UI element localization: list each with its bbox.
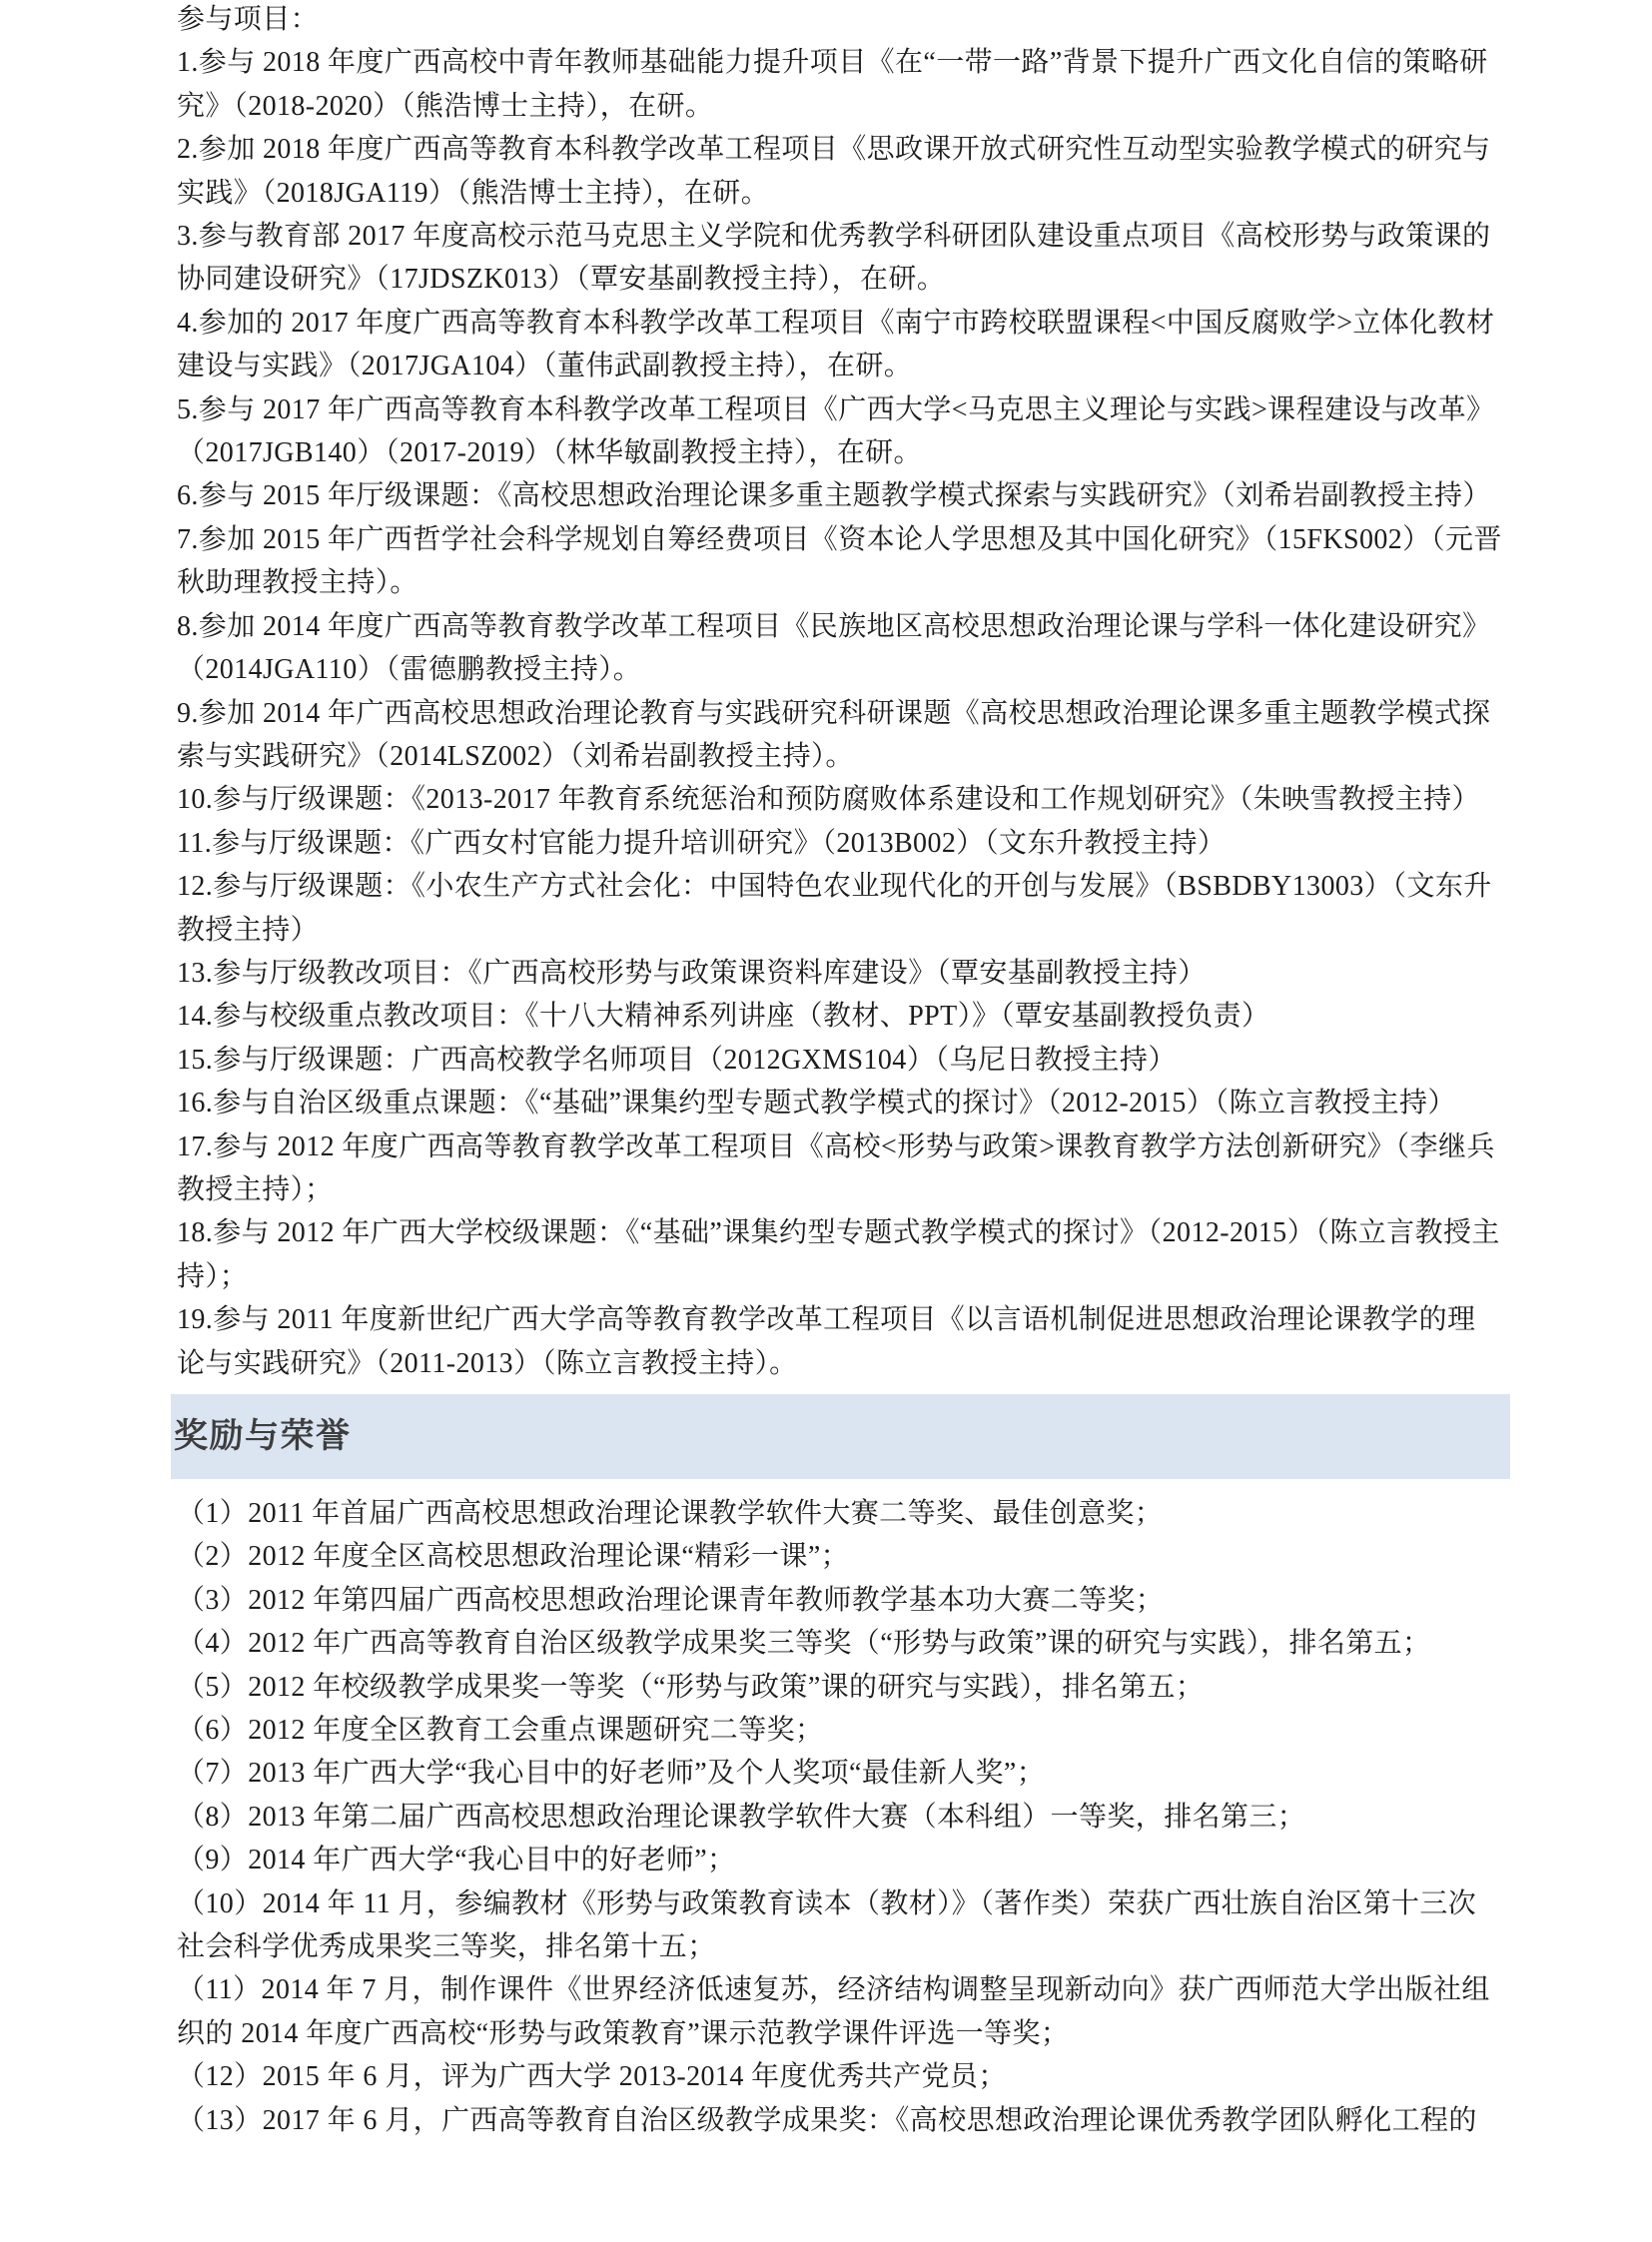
project-item: 18.参与 2012 年广西大学校级课题：《“基础”课集约型专题式教学模式的探讨》（2012-2015）（陈立言教授主持）； xyxy=(177,1217,1500,1292)
award-item: （9）2014 年广西大学“我心目中的好老师”； xyxy=(177,1845,736,1876)
project-item: 13.参与厅级教改项目：《广西高校形势与政策课资料库建设》（覃安基副教授主持） xyxy=(177,957,1207,989)
project-item: 11.参与厅级课题：《广西女村官能力提升培训研究》（2013B002）（文东升教授主持） xyxy=(177,827,1227,859)
award-item: （4）2012 年广西高等教育自治区级教学成果奖三等奖（“形势与政策”课的研究与实践），排名第五； xyxy=(177,1628,1431,1660)
project-item: 9.参加 2014 年广西高校思想政治理论教育与实践研究科研课题《高校思想政治理论课多重主题教学模式探索与实践研究》（2014LSZ002）（刘希岩副教授主持）。 xyxy=(177,697,1491,772)
awards-section-header xyxy=(171,1394,1510,1479)
project-item: 4.参加的 2017 年度广西高等教育本科教学改革工程项目《南宁市跨校联盟课程<中国反腐败学>立体化教材建设与实践》（2017JGA104）（董伟武副教授主持），在研。 xyxy=(177,307,1495,382)
award-item: （13）2017 年 6 月，广西高等教育自治区级教学成果奖：《高校思想政治理论课优秀教学团队孵化工程的 xyxy=(177,2104,1477,2136)
projects-heading: 参与项目： xyxy=(177,4,320,35)
awards-list xyxy=(177,1492,1503,2142)
project-item: 2.参加 2018 年度广西高等教育本科教学改革工程项目《思政课开放式研究性互动型实验教学模式的研究与实践》（2018JGA119）（熊浩博士主持），在研。 xyxy=(177,134,1491,209)
project-item: 14.参与校级重点教改项目：《十八大精神系列讲座（教材、PPT）》（覃安基副教授负责） xyxy=(177,1001,1270,1033)
award-item: （3）2012 年第四届广西高校思想政治理论课青年教师教学基本功大赛二等奖； xyxy=(177,1584,1165,1616)
project-item: 12.参与厅级课题：《小农生产方式社会化：中国特色农业现代化的开创与发展》（BSBDBY13003）（文东升教授主持） xyxy=(177,871,1492,946)
award-item: （8）2013 年第二届广西高校思想政治理论课教学软件大赛（本科组）一等奖，排名第三； xyxy=(177,1801,1306,1833)
award-item: （6）2012 年度全区教育工会重点课题研究二等奖； xyxy=(177,1715,824,1747)
project-item: 6.参与 2015 年厅级课题：《高校思想政治理论课多重主题教学模式探索与实践研究》（刘希岩副教授主持） xyxy=(177,480,1491,512)
project-item: 3.参与教育部 2017 年度高校示范马克思主义学院和优秀教学科研团队建设重点项目《高校形势与政策课的协同建设研究》（17JDSZK013）（覃安基副教授主持），在研。 xyxy=(177,221,1491,296)
project-item: 16.参与自治区级重点课题：《“基础”课集约型专题式教学模式的探讨》（2012-2015）（陈立言教授主持） xyxy=(177,1088,1456,1120)
award-item: （5）2012 年校级教学成果奖一等奖（“形势与政策”课的研究与实践），排名第五； xyxy=(177,1671,1205,1703)
award-item: （2）2012 年度全区高校思想政治理论课“精彩一课”； xyxy=(177,1541,850,1573)
project-item: 10.参与厅级课题：《2013-2017 年教育系统惩治和预防腐败体系建设和工作规划研究》（朱映雪教授主持） xyxy=(177,784,1480,816)
award-item: （7）2013 年广西大学“我心目中的好老师”及个人奖项“最佳新人奖”； xyxy=(177,1758,1046,1790)
projects-list xyxy=(177,41,1503,1385)
project-item: 5.参与 2017 年广西高等教育本科教学改革工程项目《广西大学<马克思主义理论与实践>课程建设与改革》（2017JGB140）（2017-2019）（林华敏副教授主持），在研。 xyxy=(177,393,1495,469)
project-item: 17.参与 2012 年度广西高等教育教学改革工程项目《高校<形势与政策>课教育教学方法创新研究》（李继兵教授主持）； xyxy=(177,1130,1495,1205)
project-item: 8.参加 2014 年度广西高等教育教学改革工程项目《民族地区高校思想政治理论课与学科一体化建设研究》（2014JGA110）（雷德鹏教授主持）。 xyxy=(177,610,1491,686)
project-item: 15.参与厅级课题：广西高校教学名师项目（2012GXMS104）（乌尼日教授主持） xyxy=(177,1044,1177,1076)
award-item: （11）2014 年 7 月，制作课件《世界经济低速复苏，经济结构调整呈现新动向》获广西师范大学出版社组织的 2014 年度广西高校“形势与政策教育”课示范教学课件评选一等奖； xyxy=(177,1974,1490,2049)
page-content xyxy=(174,0,1503,2142)
project-item: 7.参加 2015 年广西哲学社会科学规划自筹经费项目《资本论人学思想及其中国化研究》（15FKS002）（元晋秋助理教授主持）。 xyxy=(177,523,1502,599)
project-item: 19.参与 2011 年度新世纪广西大学高等教育教学改革工程项目《以言语机制促进思想政治理论课教学的理论与实践研究》（2011-2013）（陈立言教授主持）。 xyxy=(177,1304,1476,1379)
award-item: （12）2015 年 6 月，评为广西大学 2013-2014 年度优秀共产党员； xyxy=(177,2061,1007,2093)
award-item: （10）2014 年 11 月，参编教材《形势与政策教育读本（教材）》（著作类）荣获广西壮族自治区第十三次社会科学优秀成果奖三等奖，排名第十五； xyxy=(177,1887,1477,1963)
award-item: （1）2011 年首届广西高校思想政治理论课教学软件大赛二等奖、最佳创意奖； xyxy=(177,1498,1164,1529)
project-item: 1.参与 2018 年度广西高校中青年教师基础能力提升项目《在“一带一路”背景下提升广西文化自信的策略研究》（2018-2020）（熊浩博士主持），在研。 xyxy=(177,47,1488,122)
awards-section-title: 奖励与荣誉 xyxy=(174,1416,352,1455)
